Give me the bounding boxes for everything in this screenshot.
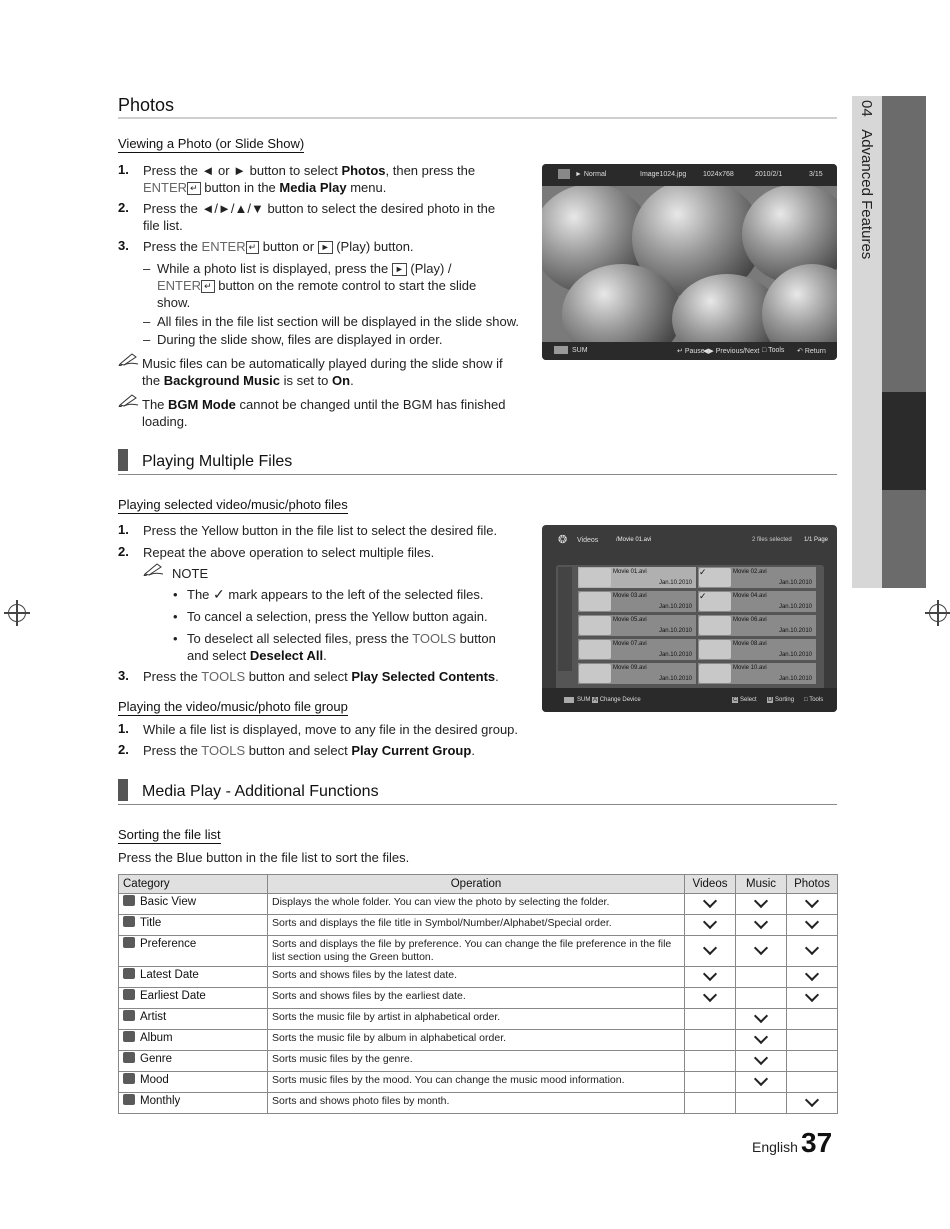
support-cell bbox=[787, 1051, 838, 1072]
play-key-icon: ► bbox=[318, 241, 333, 254]
category-cell bbox=[119, 915, 268, 936]
step-number: 1. bbox=[118, 721, 129, 736]
file-name: Movie 06.avi bbox=[733, 617, 767, 623]
support-cell bbox=[736, 1030, 787, 1051]
photo-icon bbox=[558, 169, 570, 179]
support-cell bbox=[787, 1093, 838, 1114]
file-date: Jan.10.2010 bbox=[658, 676, 692, 682]
check-icon bbox=[805, 988, 819, 1002]
category-label: Earliest Date bbox=[140, 990, 206, 1002]
file-name: Movie 02.avi bbox=[733, 569, 767, 575]
file-tile[interactable] bbox=[578, 591, 696, 612]
category-label: Artist bbox=[140, 1011, 167, 1023]
usb-icon bbox=[554, 346, 568, 354]
support-cell bbox=[685, 1051, 736, 1072]
section-divider bbox=[118, 117, 837, 119]
subsection-title: Playing selected video/music/photo files bbox=[118, 497, 348, 512]
support-cell bbox=[787, 1030, 838, 1051]
file-date: Jan.10.2010 bbox=[778, 652, 812, 658]
category-cell bbox=[119, 936, 268, 967]
genre-icon bbox=[123, 1052, 135, 1063]
support-cell bbox=[787, 988, 838, 1009]
note-text: Music files can be automatically played during the slide show if the Background Music is set to On. bbox=[142, 356, 503, 388]
file-tile[interactable] bbox=[578, 639, 696, 660]
subsection-title: Viewing a Photo (or Slide Show) bbox=[118, 136, 305, 151]
step-number: 2. bbox=[118, 544, 129, 559]
step-text: Press the TOOLS button and select Play Selected Contents. bbox=[143, 669, 499, 684]
file-date: Jan.10.2010 bbox=[658, 604, 692, 610]
table-row bbox=[119, 936, 838, 967]
section-title-media: Media Play - Additional Functions bbox=[118, 781, 379, 803]
support-cell bbox=[685, 1009, 736, 1030]
checkmark-icon: ✓ bbox=[699, 567, 707, 577]
section-bar bbox=[118, 779, 128, 801]
operation-cell: Displays the whole folder. You can view the photo by selecting the folder. bbox=[268, 894, 685, 915]
monthly-icon bbox=[123, 1094, 135, 1105]
operation-cell: Sorts the music file by artist in alphabetical order. bbox=[268, 1009, 685, 1030]
table-row bbox=[119, 894, 838, 915]
file-name: Movie 09.avi bbox=[613, 665, 647, 671]
sorting-hint: D Sorting bbox=[768, 697, 795, 703]
film-thumbnail-icon bbox=[699, 664, 731, 683]
step-number: 2. bbox=[118, 200, 129, 215]
checkmark-icon: ✓ bbox=[699, 591, 707, 601]
file-name: Movie 03.avi bbox=[613, 593, 647, 599]
file-name: Movie 07.avi bbox=[613, 641, 647, 647]
chapter-tab-marker bbox=[882, 392, 926, 490]
category-cell bbox=[119, 988, 268, 1009]
section-bar bbox=[118, 449, 128, 471]
check-icon bbox=[703, 988, 717, 1002]
support-cell bbox=[736, 967, 787, 988]
c-button-icon: C bbox=[733, 697, 738, 703]
intro-text: Press the Blue button in the file list to sort the files. bbox=[118, 850, 410, 865]
left-right-icon: ◀▶ bbox=[703, 348, 714, 355]
operation-cell: Sorts and shows photo files by month. bbox=[268, 1093, 685, 1114]
return-icon: ↶ bbox=[797, 348, 803, 355]
file-date: Jan.10.2010 bbox=[778, 580, 812, 586]
category-label: Genre bbox=[140, 1053, 172, 1065]
chapter-tab-strip bbox=[882, 96, 926, 588]
change-device-hint: A Change Device bbox=[593, 697, 641, 703]
check-icon bbox=[703, 941, 717, 955]
tools-hint: □ Tools bbox=[762, 347, 785, 354]
file-date: Jan.10.2010 bbox=[778, 676, 812, 682]
usb-icon bbox=[564, 697, 574, 703]
select-hint: C Select bbox=[733, 697, 757, 703]
support-cell bbox=[736, 915, 787, 936]
check-icon bbox=[805, 967, 819, 981]
check-icon bbox=[805, 894, 819, 908]
file-name: Movie 01.avi bbox=[613, 569, 647, 575]
col-header: Category bbox=[119, 875, 268, 894]
table-row bbox=[119, 1072, 838, 1093]
support-cell bbox=[736, 1051, 787, 1072]
file-name: Movie 05.avi bbox=[613, 617, 647, 623]
preference-icon bbox=[123, 937, 135, 948]
col-header: Operation bbox=[268, 875, 685, 894]
note-label: NOTE bbox=[172, 566, 209, 581]
file-tile[interactable] bbox=[698, 591, 816, 612]
enter-key-icon: ↵ bbox=[201, 280, 215, 293]
support-cell bbox=[685, 1093, 736, 1114]
note-pencil-icon bbox=[118, 393, 140, 407]
category-cell bbox=[119, 1009, 268, 1030]
category-label: Latest Date bbox=[140, 969, 199, 981]
step-text: Press the ◄ or ► button to select Photos, then press the ENTER ↵ button in the Media Play menu. bbox=[143, 163, 476, 195]
registration-mark-icon bbox=[8, 604, 26, 622]
category-label: Album bbox=[140, 1032, 173, 1044]
tools-icon: □ bbox=[804, 697, 808, 703]
step-text: Press the Yellow button in the file list to select the desired file. bbox=[143, 523, 498, 538]
file-tile[interactable] bbox=[698, 615, 816, 636]
category-cell bbox=[119, 1051, 268, 1072]
film-thumbnail-icon bbox=[579, 568, 611, 587]
table-row bbox=[119, 988, 838, 1009]
file-tile[interactable] bbox=[578, 663, 696, 684]
file-name: Movie 10.avi bbox=[733, 665, 767, 671]
subsection-title: Sorting the file list bbox=[118, 827, 221, 842]
check-icon bbox=[754, 1030, 768, 1044]
film-thumbnail-icon bbox=[579, 616, 611, 635]
dash-item: All files in the file list section will be displayed in the slide show. bbox=[157, 314, 520, 329]
tools-icon: □ bbox=[762, 347, 767, 354]
step-number: 2. bbox=[118, 742, 129, 757]
operation-cell: Sorts and shows files by the latest date. bbox=[268, 967, 685, 988]
bullet-item: The ✓ mark appears to the left of the selected files. bbox=[187, 586, 484, 602]
table-row bbox=[119, 915, 838, 936]
col-header: Music bbox=[736, 875, 787, 894]
subsection-title: Playing the video/music/photo file group bbox=[118, 699, 348, 714]
support-cell bbox=[685, 988, 736, 1009]
note-pencil-icon bbox=[143, 562, 165, 576]
file-tile[interactable] bbox=[698, 567, 816, 588]
category-cell bbox=[119, 967, 268, 988]
section-title-multiple: Playing Multiple Files bbox=[118, 451, 292, 473]
category-cell bbox=[119, 1030, 268, 1051]
file-name: Movie 04.avi bbox=[733, 593, 767, 599]
basic-view-icon bbox=[123, 895, 135, 906]
checkmark-icon: ✓ bbox=[213, 586, 225, 602]
bullet-item: To cancel a selection, press the Yellow button again. bbox=[187, 609, 488, 624]
sort-options-table bbox=[118, 874, 838, 1114]
film-thumbnail-icon bbox=[699, 640, 731, 659]
operation-cell: Sorts music files by the mood. You can change the music mood information. bbox=[268, 1072, 685, 1093]
check-icon bbox=[703, 894, 717, 908]
col-header: Videos bbox=[685, 875, 736, 894]
support-cell bbox=[685, 967, 736, 988]
film-thumbnail-icon bbox=[699, 616, 731, 635]
chapter-label: 04 Advanced Features bbox=[858, 100, 875, 260]
col-header: Photos bbox=[787, 875, 838, 894]
support-cell bbox=[736, 936, 787, 967]
album-icon bbox=[123, 1031, 135, 1042]
enter-icon: ↵ bbox=[677, 348, 683, 355]
photo-viewer-screenshot bbox=[542, 164, 837, 360]
step-number: 1. bbox=[118, 522, 129, 537]
section-divider bbox=[118, 474, 837, 475]
section-divider bbox=[118, 804, 837, 805]
category-cell bbox=[119, 1072, 268, 1093]
file-list-screenshot: ❂ Videos /Movie 01.avi 2 files selected 1/1 Page Movie 01.avi Jan.10.2010 ✓ Movie 02.avi Jan.10.2010 Movie 03.avi Jan.10.2010 ✓ Movie 04.avi Jan.10.2010 Movie 05.avi Jan.10.2010 Movie 06.avi Jan.10.2010 Movie 07.avi Jan.10.2010 Movie 08.avi Jan.10.2010 Movie 09.avi Jan.10.2010 Movie 10.avi Jan.10.2010 SUM A Change Device C Select D Sorting □ Tools bbox=[542, 525, 837, 712]
file-date: Jan.10.2010 bbox=[778, 604, 812, 610]
note-pencil-icon bbox=[118, 352, 140, 366]
category-label: Title bbox=[140, 917, 162, 929]
file-list-control-bar: SUM A Change Device C Select D Sorting □ Tools bbox=[542, 688, 837, 712]
operation-cell: Sorts and shows files by the earliest date. bbox=[268, 988, 685, 1009]
enter-key-icon: ↵ bbox=[246, 241, 260, 254]
a-button-icon: A bbox=[593, 697, 598, 703]
check-icon bbox=[805, 1093, 819, 1107]
operation-cell: Sorts and displays the file title in Symbol/Number/Alphabet/Special order. bbox=[268, 915, 685, 936]
operation-cell: Sorts and displays the file by preference. You can change the file preference in the file list section using the Green button. bbox=[268, 936, 685, 967]
category-label: Basic View bbox=[140, 896, 197, 908]
table-row bbox=[119, 967, 838, 988]
step-text: Repeat the above operation to select multiple files. bbox=[143, 545, 435, 560]
check-icon bbox=[754, 894, 768, 908]
file-name: Movie 08.avi bbox=[733, 641, 767, 647]
category-label: Mood bbox=[140, 1074, 169, 1086]
section-title-photos: Photos bbox=[118, 95, 175, 115]
earliest-date-icon bbox=[123, 989, 135, 1000]
support-cell bbox=[685, 915, 736, 936]
film-thumbnail-icon bbox=[579, 592, 611, 611]
check-icon bbox=[754, 1009, 768, 1023]
file-date: Jan.10.2010 bbox=[658, 628, 692, 634]
check-icon bbox=[754, 1051, 768, 1065]
tools-hint: □ Tools bbox=[804, 697, 824, 703]
support-cell bbox=[787, 967, 838, 988]
support-cell bbox=[736, 1072, 787, 1093]
step-text: Press the ENTER ↵ button or ► (Play) button. bbox=[143, 239, 414, 254]
step-text: While a file list is displayed, move to any file in the desired group. bbox=[143, 722, 519, 737]
operation-cell: Sorts music files by the genre. bbox=[268, 1051, 685, 1072]
registration-mark-icon bbox=[929, 604, 947, 622]
page-number: 37 bbox=[801, 1127, 833, 1158]
file-tile[interactable] bbox=[698, 639, 816, 660]
dash-item: While a photo list is displayed, press the ► (Play) / ENTER ↵ button on the remote control to start the slide show. bbox=[157, 261, 477, 310]
artist-icon bbox=[123, 1010, 135, 1021]
support-cell bbox=[736, 1093, 787, 1114]
support-cell bbox=[685, 936, 736, 967]
film-reel-icon: ❂ bbox=[558, 534, 568, 546]
dash-item: During the slide show, files are displayed in order. bbox=[157, 332, 443, 347]
file-tile[interactable] bbox=[578, 567, 696, 588]
prevnext-hint: ◀▶ Previous/Next bbox=[703, 348, 760, 355]
step-text: Press the TOOLS button and select Play Current Group. bbox=[143, 743, 475, 758]
operation-cell: Sorts the music file by album in alphabetical order. bbox=[268, 1030, 685, 1051]
support-cell bbox=[685, 894, 736, 915]
bullet-item: To deselect all selected files, press the TOOLS button and select Deselect All. bbox=[187, 631, 496, 663]
category-label: Monthly bbox=[140, 1095, 181, 1107]
support-cell bbox=[787, 1072, 838, 1093]
file-date: Jan.10.2010 bbox=[658, 652, 692, 658]
support-cell bbox=[787, 894, 838, 915]
check-icon bbox=[754, 1072, 768, 1086]
check-icon bbox=[703, 967, 717, 981]
step-number: 1. bbox=[118, 162, 129, 177]
category-cell bbox=[119, 894, 268, 915]
check-icon bbox=[754, 915, 768, 929]
table-row bbox=[119, 1009, 838, 1030]
support-cell bbox=[736, 988, 787, 1009]
support-cell bbox=[787, 1009, 838, 1030]
support-cell bbox=[736, 1009, 787, 1030]
category-cell bbox=[119, 1093, 268, 1114]
viewer-control-bar: SUM ↵ Pause ◀▶ Previous/Next □ Tools ↶ Return bbox=[542, 342, 837, 360]
file-grid bbox=[556, 565, 824, 690]
d-button-icon: D bbox=[768, 697, 773, 703]
category-label: Preference bbox=[140, 938, 197, 950]
check-icon bbox=[703, 915, 717, 929]
file-date: Jan.10.2010 bbox=[658, 580, 692, 586]
check-icon bbox=[805, 941, 819, 955]
category-rail bbox=[558, 567, 572, 671]
viewer-info-bar: ► Normal Image1024.jpg 1024x768 2010/2/1 3/15 bbox=[542, 164, 837, 186]
check-icon bbox=[754, 941, 768, 955]
support-cell bbox=[787, 936, 838, 967]
pause-hint: ↵ Pause bbox=[677, 348, 705, 355]
support-cell bbox=[685, 1072, 736, 1093]
table-row bbox=[119, 1051, 838, 1072]
step-text: Press the ◄/►/▲/▼ button to select the desired photo in the file list. bbox=[143, 201, 496, 233]
latest-date-icon bbox=[123, 968, 135, 979]
support-cell bbox=[736, 894, 787, 915]
file-date: Jan.10.2010 bbox=[778, 628, 812, 634]
file-tile[interactable] bbox=[578, 615, 696, 636]
check-icon bbox=[805, 915, 819, 929]
footer-language: English bbox=[752, 1139, 798, 1155]
support-cell bbox=[685, 1030, 736, 1051]
play-key-icon: ► bbox=[392, 263, 407, 276]
title-icon bbox=[123, 916, 135, 927]
table-row bbox=[119, 1030, 838, 1051]
step-number: 3. bbox=[118, 668, 129, 683]
film-thumbnail-icon bbox=[579, 640, 611, 659]
enter-key-icon: ↵ bbox=[187, 182, 201, 195]
mood-icon bbox=[123, 1073, 135, 1084]
note-text: The BGM Mode cannot be changed until the BGM has finished loading. bbox=[142, 397, 506, 429]
file-tile[interactable] bbox=[698, 663, 816, 684]
return-hint: ↶ Return bbox=[797, 348, 826, 355]
support-cell bbox=[787, 915, 838, 936]
step-number: 3. bbox=[118, 238, 129, 253]
table-row bbox=[119, 1093, 838, 1114]
film-thumbnail-icon bbox=[579, 664, 611, 683]
